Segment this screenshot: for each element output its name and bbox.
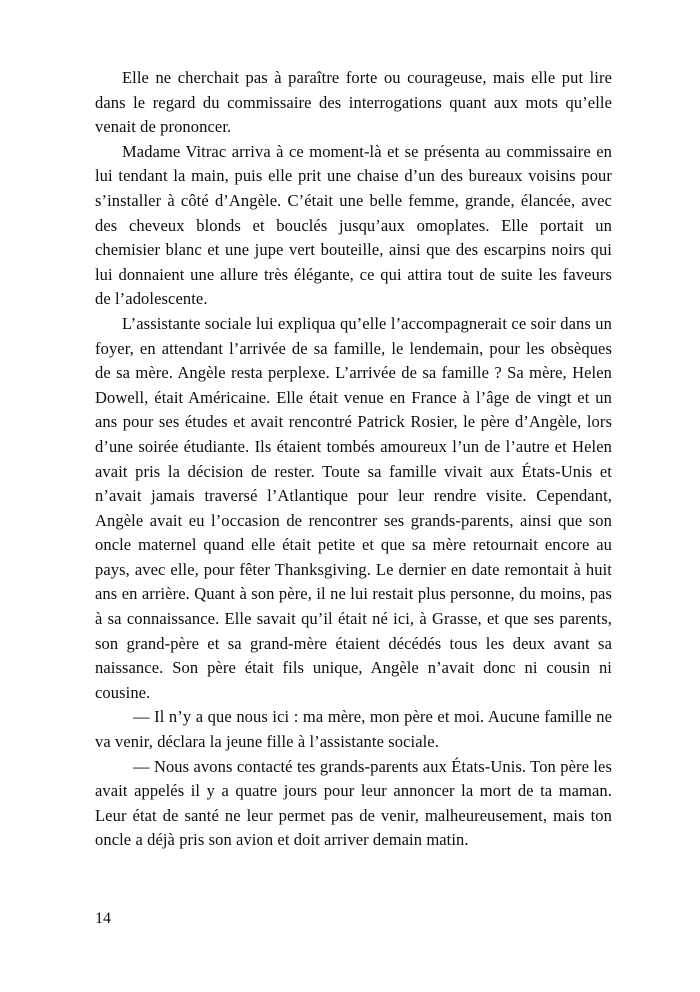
paragraph-3: L’assistante sociale lui expliqua qu’elle l’accompagnerait ce soir dans un foyer, en attendant l’arrivée de sa famille, le lendemain, pour les obsèques de sa mère. Angèle resta perplexe. L’arrivée de sa famille ? Sa mère, Helen Dowell, était Américaine. Elle était venue en France à l’âge de vingt et un ans pour ses études et avait rencontré Patrick Rosier, le père d’Angèle, lors d’une soirée étudiante. Ils étaient tombés amoureux l’un de l’autre et Helen avait pris la décision de rester. Toute sa famille vivait aux États-Unis et n’avait jamais traversé l’Atlantique pour leur rendre visite. Cependant, Angèle avait eu l’occasion de rencontrer ses grands-parents, ainsi que son oncle maternel quand elle était petite et que sa mère retournait encore au pays, avec elle, pour fêter Thanksgiving. Le dernier en date remontait à huit ans en arrière. Quant à son père, il ne lui restait plus personne, du moins, pas à sa connaissance. Elle savait qu’il était né ici, à Grasse, et que ses parents, son grand-père et sa grand-mère étaient décédés tous les deux avant sa naissance. Son père était fils unique, Angèle n’avait donc ni cousin ni cousine. [95, 313, 612, 702]
dialogue-paragraph-1: — Il n’y a que nous ici : ma mère, mon père et moi. Aucune famille ne va venir, déclara la jeune fille à l’assistante sociale. [95, 707, 612, 752]
paragraph-2: Madame Vitrac arriva à ce moment-là et se présenta au commissaire en lui tendant la main, puis elle prit une chaise d’un des bureaux voisins pour s’installer à côté d’Angèle. C’était une belle femme, grande, élancée, avec des cheveux blonds et bouclés jusqu’aux omoplates. Elle portait un chemisier blanc et une jupe vert bouteille, ainsi que des escarpins noirs qui lui donnaient une allure très élégante, ce qui attira tout de suite les faveurs de l’adolescente. [95, 141, 612, 309]
page-text [95, 66, 612, 853]
dialogue-paragraph-2: — Nous avons contacté tes grands-parents aux États-Unis. Ton père les avait appelés il y a quatre jours pour leur annoncer la mort de ta maman. Leur état de santé ne leur permet pas de venir, malheureusement, mais ton oncle a déjà pris son avion et doit arriver demain matin. [95, 756, 612, 850]
paragraph-1: Elle ne cherchait pas à paraître forte ou courageuse, mais elle put lire dans le regard du commissaire des interrogations quant aux mots qu’elle venait de prononcer. [95, 68, 612, 137]
page-number: 14 [95, 910, 111, 927]
